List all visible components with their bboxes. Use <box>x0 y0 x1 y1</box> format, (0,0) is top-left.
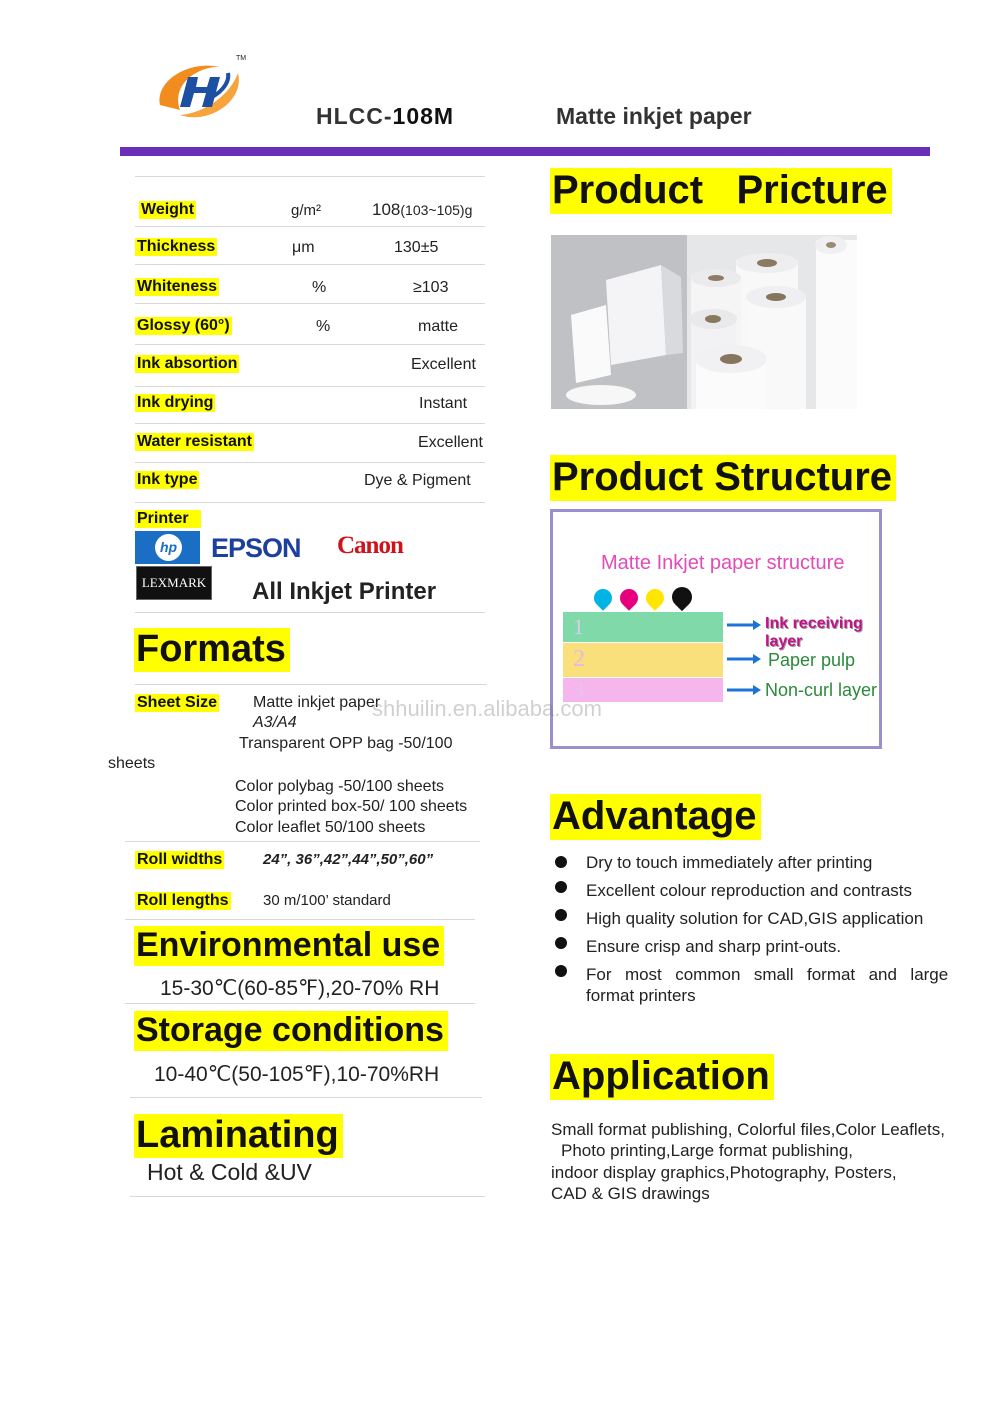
bullet-icon <box>555 965 567 977</box>
formats-heading: Formats <box>134 628 290 672</box>
sheet-line: Color printed box-50/ 100 sheets <box>235 798 468 815</box>
layer-name: Paper pulp <box>768 650 856 670</box>
model-number <box>316 103 454 130</box>
bullet-icon <box>555 909 567 921</box>
sheet-line: sheets <box>108 755 156 772</box>
layer-name: Ink receiving layer <box>765 615 863 650</box>
spec-value-sub: (103~105)g <box>400 202 473 218</box>
advantage-item-cont: format printers <box>586 986 696 1005</box>
company-logo <box>150 55 250 125</box>
spec-label: Water resistant <box>137 433 252 450</box>
ink-drop-yellow-icon <box>642 585 667 610</box>
spec-label: Ink drying <box>137 394 214 411</box>
advantage-heading: Advantage <box>550 794 761 840</box>
ink-drop-magenta-icon <box>616 585 641 610</box>
model-suffix: 108M <box>392 103 455 129</box>
environmental-value: 15-30℃(60-85℉),20-70% RH <box>160 977 440 1000</box>
spec-rule <box>135 303 485 304</box>
layer-number: 3 <box>573 677 584 702</box>
spec-label: Thickness <box>137 238 216 255</box>
ink-drop-black-icon <box>668 583 696 611</box>
application-line: CAD & GIS drawings <box>551 1184 710 1203</box>
bullet-icon <box>555 937 567 949</box>
ink-drop-cyan-icon <box>590 585 615 610</box>
environmental-heading: Environmental use <box>134 926 444 966</box>
model-prefix: HLCC- <box>316 103 393 129</box>
roll-lengths-value: 30 m/100’ standard <box>263 892 391 909</box>
product-name: Matte inkjet paper <box>556 103 752 129</box>
spec-unit: % <box>316 318 331 335</box>
spec-value: 130±5 <box>394 239 439 256</box>
application-line: indoor display graphics,Photography, Posters, <box>551 1163 897 1182</box>
product-photo <box>551 235 857 409</box>
laminating-heading: Laminating <box>134 1114 343 1158</box>
watermark: shhuilin.en.alibaba.com <box>372 696 602 721</box>
advantage-item: For most common small format and large <box>586 965 949 984</box>
printer-rule <box>135 612 485 613</box>
sheet-line: Transparent OPP bag -50/100 <box>239 735 453 752</box>
spec-label: Glossy (60°) <box>137 317 230 334</box>
spec-label: Ink absortion <box>137 355 238 372</box>
canon-logo: Canon <box>337 532 403 559</box>
spec-value: matte <box>418 318 459 335</box>
sheet-line: Color polybag -50/100 sheets <box>235 778 445 795</box>
laminating-value: Hot & Cold &UV <box>147 1159 312 1185</box>
spec-rule <box>135 462 485 463</box>
application-line: Small format publishing, Colorful files,Color Leaflets, <box>551 1120 946 1139</box>
storage-rule <box>130 1097 482 1098</box>
spec-value: Dye & Pigment <box>364 472 471 489</box>
sheet-line: Color leaflet 50/100 sheets <box>235 819 426 836</box>
spec-rule <box>135 502 485 503</box>
printer-label: Printer <box>135 510 201 528</box>
spec-rule <box>135 386 485 387</box>
roll-lengths-label: Roll lengths <box>137 892 229 909</box>
spec-unit: g/m² <box>291 202 321 219</box>
layer-number: 1 <box>573 614 584 639</box>
product-structure-heading: Product Structure <box>550 455 896 501</box>
all-inkjet-text: All Inkjet Printer <box>252 578 437 605</box>
spec-value: ≥103 <box>413 279 449 296</box>
storage-value: 10-40℃(50-105℉),10-70%RH <box>154 1063 440 1086</box>
structure-layer-2 <box>563 643 723 677</box>
hp-icon: hp <box>155 534 182 561</box>
storage-heading: Storage conditions <box>134 1011 448 1051</box>
roll-widths-label: Roll widths <box>137 851 223 868</box>
lexmark-logo: LEXMARK <box>136 566 212 600</box>
spec-label: Whiteness <box>137 278 218 295</box>
structure-layer-1 <box>563 612 723 642</box>
layer-name: Non-curl layer <box>765 680 878 700</box>
advantage-item: Excellent colour reproduction and contrasts <box>586 881 913 900</box>
product-picture-heading: Product Pricture <box>550 168 892 214</box>
roll-rule <box>125 919 475 920</box>
roll-widths-value: 24”, 36”,42”,44”,50”,60” <box>263 851 434 868</box>
sheet-line: A3/A4 <box>253 714 297 731</box>
header-divider <box>120 147 930 156</box>
formats-rule <box>135 684 487 685</box>
spec-label: Weight <box>141 201 195 218</box>
application-heading: Application <box>550 1054 774 1100</box>
spec-top-rule <box>135 176 485 177</box>
advantage-item: Dry to touch immediately after printing <box>586 853 873 872</box>
hp-logo <box>135 531 200 564</box>
spec-rule <box>135 264 485 265</box>
sheet-size-label: Sheet Size <box>137 694 218 711</box>
spec-rule <box>135 423 485 424</box>
spec-rule <box>135 344 485 345</box>
spec-value: Instant <box>419 395 468 412</box>
spec-rule <box>135 226 485 227</box>
spec-value: Excellent <box>418 434 483 451</box>
structure-diagram-title: Matte Inkjet paper structure <box>601 552 845 574</box>
sheet-rule <box>125 841 480 842</box>
sheet-line: Matte inkjet paper <box>253 694 381 711</box>
application-line: Photo printing,Large format publishing, <box>561 1141 854 1160</box>
epson-logo: EPSON <box>211 533 301 563</box>
bullet-icon <box>555 881 567 893</box>
logo-trademark: TM <box>236 55 247 62</box>
spec-value <box>372 200 472 220</box>
spec-label: Ink type <box>137 471 198 488</box>
spec-value: Excellent <box>411 356 476 373</box>
advantage-item: High quality solution for CAD,GIS application <box>586 909 924 928</box>
bullet-icon <box>555 856 567 868</box>
environmental-rule <box>125 1003 475 1004</box>
spec-unit: μm <box>292 239 315 256</box>
spec-value-main: 108 <box>372 200 401 219</box>
spec-unit: % <box>312 279 327 296</box>
advantage-item: Ensure crisp and sharp print-outs. <box>586 937 842 956</box>
laminating-rule <box>130 1196 485 1197</box>
layer-number: 2 <box>573 646 585 672</box>
layer-arrows <box>725 612 765 702</box>
